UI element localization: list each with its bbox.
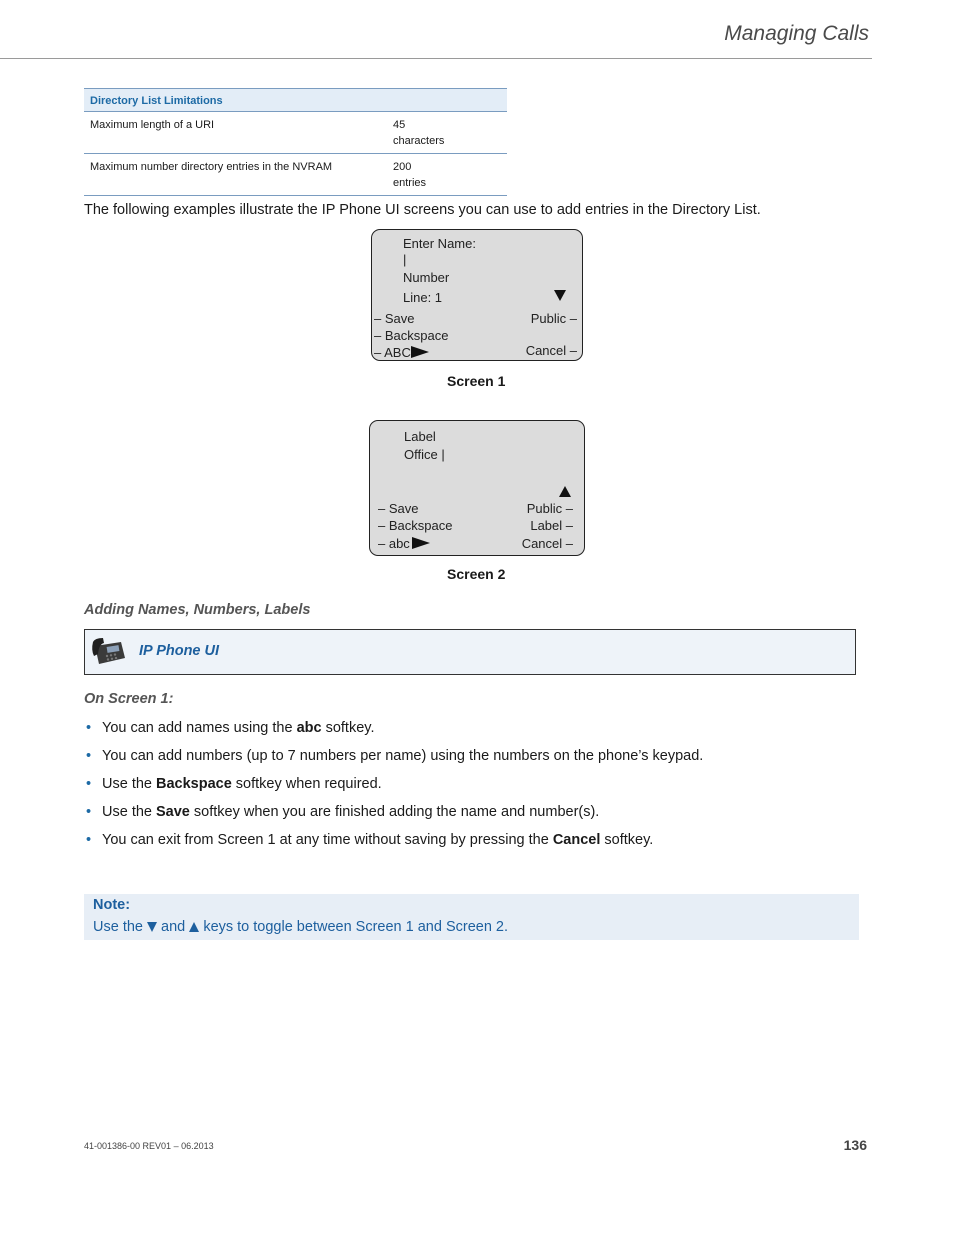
table-cell-label: Maximum number directory entries in the NVRAM — [84, 154, 385, 196]
table-cell-value — [385, 112, 507, 154]
note-text-part: and — [161, 919, 186, 935]
list-item — [84, 748, 703, 776]
softkey-label: ABC — [384, 345, 411, 360]
list-item — [84, 832, 703, 860]
value-unit: characters — [393, 135, 445, 147]
softkey-public[interactable]: Public – — [526, 501, 573, 516]
softkey-abc[interactable]: – ABC — [374, 345, 411, 360]
phone-screen-2 — [369, 420, 585, 556]
screen-1-caption: Screen 1 — [447, 373, 506, 389]
value-number: 45 — [393, 119, 406, 131]
softkey-abc[interactable]: – abc — [378, 536, 410, 551]
page-header-title: Managing Calls — [724, 22, 869, 45]
softkey-backspace[interactable]: – Backspace — [374, 328, 449, 343]
softkey-public[interactable]: Public – — [530, 311, 577, 326]
note-title: Note: — [93, 897, 131, 913]
footer-document-id: 41-001386-00 REV01 – 06.2013 — [84, 1141, 214, 1151]
softkey-save[interactable]: – Save — [378, 501, 419, 516]
arrow-right-icon — [411, 346, 429, 358]
table-row — [84, 112, 507, 154]
instructions-list — [84, 720, 703, 860]
phone-screen-1 — [371, 229, 583, 361]
ip-phone-ui-banner — [84, 629, 856, 675]
desk-phone-icon — [91, 636, 127, 668]
table-header: Directory List Limitations — [84, 89, 507, 112]
page-number: 136 — [843, 1137, 867, 1153]
softkey-label: Public — [530, 311, 567, 326]
list-item — [84, 804, 703, 832]
text: You can exit from Screen 1 at any time without saving by pressing the — [102, 832, 553, 848]
text: You can add numbers (up to 7 numbers per name) using the numbers on the phone’s keypad. — [102, 748, 704, 764]
up-arrow-key-icon — [189, 922, 199, 932]
bold-text: abc — [296, 720, 322, 736]
note-text-part: keys to toggle between Screen 1 and Screen 2. — [203, 919, 509, 935]
bold-text: Save — [156, 804, 190, 820]
screen-2-caption: Screen 2 — [447, 566, 506, 582]
text-cursor: | — [403, 252, 407, 267]
softkey-label: abc — [388, 536, 410, 551]
arrow-right-icon — [412, 537, 430, 549]
section-heading: Adding Names, Numbers, Labels — [84, 602, 311, 618]
screen-text-enter-name: Enter Name: — [403, 236, 476, 251]
header-divider — [0, 58, 872, 59]
softkey-cancel[interactable]: Cancel – — [521, 536, 573, 551]
bold-text: Cancel — [552, 832, 601, 848]
bold-text: Backspace — [156, 776, 232, 792]
softkey-cancel[interactable]: Cancel – — [525, 343, 577, 358]
subheading-on-screen-1: On Screen 1: — [84, 691, 174, 707]
screen-text-office: Office | — [404, 447, 445, 462]
softkey-backspace[interactable]: – Backspace — [378, 518, 453, 533]
screen-text-line: Line: 1 — [403, 290, 443, 305]
note-text — [93, 919, 508, 935]
table-row — [84, 154, 507, 196]
ui-box-label: IP Phone UI — [139, 643, 220, 659]
softkey-save[interactable]: – Save — [374, 311, 415, 326]
softkey-label: Save — [384, 311, 415, 326]
intro-paragraph: The following examples illustrate the IP Phone UI screens you can use to add entries in the Directory List. — [84, 202, 761, 218]
directory-limits-table — [84, 88, 507, 196]
value-unit: entries — [393, 177, 427, 189]
text: softkey when required. — [231, 776, 382, 792]
value-number: 200 — [393, 161, 412, 173]
scroll-down-icon — [554, 290, 566, 301]
softkey-label-key[interactable]: Label – — [530, 518, 573, 533]
note-box — [84, 894, 859, 940]
scroll-up-icon — [559, 486, 571, 497]
screen-text-number: Number — [403, 270, 450, 285]
down-arrow-key-icon — [147, 922, 157, 932]
text: Use the — [102, 776, 156, 792]
table-cell-value — [385, 154, 507, 196]
softkey-label: Cancel — [525, 343, 567, 358]
softkey-label: Save — [388, 501, 419, 516]
text: softkey. — [600, 832, 654, 848]
softkey-label: Backspace — [384, 328, 449, 343]
screen-text-label: Label — [404, 429, 436, 444]
text: softkey. — [321, 720, 375, 736]
text: softkey when you are finished adding the name and number(s). — [189, 804, 600, 820]
table-cell-label: Maximum length of a URI — [84, 112, 385, 154]
list-item — [84, 720, 703, 748]
list-item — [84, 776, 703, 804]
text: You can add names using the — [102, 720, 297, 736]
text: Use the — [102, 804, 156, 820]
note-text-part: Use the — [93, 919, 143, 935]
softkey-label: Backspace — [388, 518, 453, 533]
